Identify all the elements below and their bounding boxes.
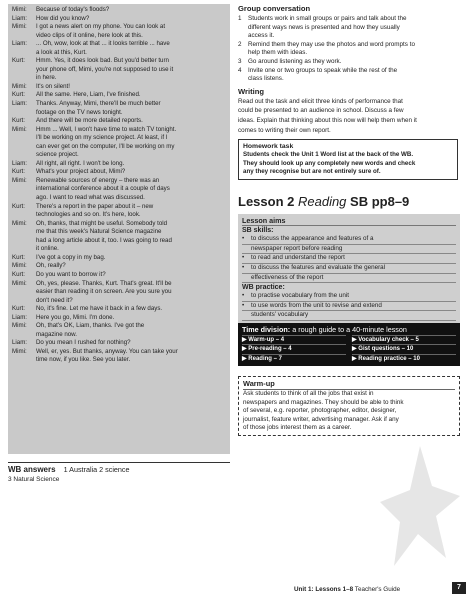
group-conversation-item [238,41,460,50]
transcript-text: international conference about it a couple of days [36,185,170,193]
warm-up-line: of several, e.g. reporter, photographer, editor, designer, [243,407,397,415]
transcript-line [12,339,226,348]
item-text: class listens. [248,75,284,83]
bullet-icon [242,274,251,283]
speaker-label: Kurt: [12,202,25,210]
speaker-label: Liam: [12,339,28,347]
speaker-label: Kurt: [12,168,25,176]
group-conversation-list [238,15,460,84]
sb-skill-item [242,264,456,274]
speaker-label: Mimi: [12,279,27,287]
sb-skill-item [242,274,456,284]
time-division-item: ▶ Reading – 7 [242,354,346,363]
transcript-text: Oh, thanks, that might be useful. Somebody told [36,219,168,227]
transcript-text: Oh, yes, please. Thanks, Kurt. That's great. It'll be [36,279,172,287]
time-division-item: ▶ Warm-up – 4 [242,335,346,344]
item-number: 3 [238,57,242,65]
bullet-icon: • [242,292,245,300]
item-text: Go around listening as they work. [248,57,342,65]
speaker-label [12,245,36,254]
homework-line: Students check the Unit 1 Word list at the back of the WB. [243,151,414,159]
speaker-label [12,151,36,160]
speaker-label [12,297,36,306]
speaker-label: Mimi: [12,125,27,133]
transcript-text: How did you know? [36,14,90,22]
item-text: Students work in small groups or pairs and talk about the [248,15,407,22]
speaker-label [12,356,36,365]
homework-title: Homework task [243,143,294,151]
transcript-line [12,348,226,357]
transcript-text: Oh, really? [36,262,66,270]
transcript-text: a look at this, Kurt. [36,48,87,56]
time-division-item: ▶ Pre-reading – 4 [242,344,346,353]
transcript-line [12,32,226,41]
transcript-text: time now, if you like. See you later. [36,356,131,364]
transcript-text: Do you want to borrow it? [36,270,106,278]
transcript-line [12,6,226,15]
time-division-title: Time division: [242,324,291,334]
transcript-text: had a long article about it, too. I was going to read [36,236,172,244]
group-conversation-item [238,15,460,24]
transcript-line [12,288,226,297]
item-number [238,49,248,58]
time-division-grid [242,335,456,363]
transcript-text: don't need it? [36,296,73,304]
speaker-label: Liam: [12,100,28,108]
group-conversation-item [238,75,460,84]
transcript-text: video clips of it online, here look at this. [36,31,143,39]
transcript-line [12,254,226,263]
sb-skill-item [242,245,456,255]
lesson-title [238,194,460,210]
transcript-text: Here you go, Mimi. I'm done. [36,313,115,321]
bullet-icon: • [242,301,245,309]
transcript-line [12,40,226,49]
transcript-line [12,245,226,254]
transcript-line [12,271,226,280]
transcript-text: in here. [36,74,57,82]
transcript-line [12,151,226,160]
speaker-label: Kurt: [12,253,25,261]
item-text: Invite one or two groups to speak while the rest of the [248,66,398,74]
transcript-text: All right, all right. I won't be long. [36,159,125,167]
speaker-label: Mimi: [12,23,27,31]
item-number: 2 [238,40,242,48]
writing-title: Writing [238,86,265,96]
transcript-text: me that this week's Natural Science magazine [36,228,162,236]
speaker-label: Kurt: [12,270,25,278]
writing-text [238,98,460,135]
time-division-item: ▶ Gist questions – 10 [352,344,456,353]
transcript-line [12,160,226,169]
transcript-line [12,49,226,58]
speaker-label: Mimi: [12,6,27,13]
speaker-label [12,228,36,237]
speaker-label: Liam: [12,159,28,167]
transcript-line [12,228,226,237]
transcript-line [12,100,226,109]
transcript-text: technologies and so on. It's here, look. [36,211,141,219]
lesson-number: Lesson 2 [238,193,295,209]
bullet-icon [242,245,251,254]
transcript-text: ago. I want to read what was discussed. [36,194,145,202]
warm-up-text [243,390,455,433]
transcript-line [12,126,226,135]
wb-practice-item [242,292,456,302]
group-conversation-item [238,24,460,33]
transcript-line [12,297,226,306]
wb-practice-list [242,292,456,321]
transcript-line [12,57,226,66]
page-number: 7 [452,582,466,594]
transcript-line [12,314,226,323]
transcript-text: Well, er, yes. But thanks, anyway. You can take your [36,347,178,355]
transcript-line [12,134,226,143]
transcript-text: Because of today's floods? [36,6,110,13]
transcript-line [12,74,226,83]
transcript-text: I've got a copy in my bag. [36,253,106,261]
transcript-line [12,177,226,186]
speaker-label [12,211,36,220]
transcript-text: Hmm ... Well, I won't have time to watch TV tonight. [36,125,177,133]
transcript-text: It's on silent! [36,82,70,90]
item-number: 4 [238,66,242,74]
bullet-icon: • [242,263,245,271]
speaker-label [12,134,36,143]
speaker-label [12,74,36,83]
transcript-line [12,305,226,314]
transcript-text: can ever get on the computer, I'll be working on my [36,142,175,150]
speaker-label [12,49,36,58]
speaker-label [12,194,36,203]
transcript-text: your phone off, Mimi, you're not supposed to use it [36,65,174,73]
item-number [238,32,248,41]
transcript-text: it online. [36,245,59,253]
warm-up-line: newspapers and magazines. They should be able to think [243,398,404,406]
item-text: Remind them they may use the photos and word prompts to [248,40,415,48]
sb-skill-item [242,254,456,264]
transcript-line [12,331,226,340]
transcript-text: ... Oh, wow, look at that ... it looks terrible ... have [36,40,170,48]
sb-skill-item [242,235,456,245]
transcript-text: I'll be working on my science project. At least, if I [36,134,168,142]
speaker-label: Liam: [12,14,28,22]
transcript-text: All the same. Here, Liam, I've finished. [36,91,141,99]
transcript-text: footage on the TV news tonight. [36,108,123,116]
aim-text: to practise vocabulary from the unit [251,292,349,300]
transcript-line [12,109,226,118]
wb-answers-line1: 1 Australia 2 science [63,465,130,474]
speaker-label [12,143,36,152]
warm-up-box [238,376,460,436]
group-conversation-item [238,49,460,58]
transcript-line [12,237,226,246]
transcript-text: There's a report in the paper about it – new [36,202,154,210]
transcript-line [12,262,226,271]
speaker-label [12,237,36,246]
aim-text: to read and understand the report [251,254,345,262]
time-division-item: ▶ Reading practice – 10 [352,354,456,363]
transcript-text: science project. [36,151,79,159]
speaker-label: Mimi: [12,176,27,184]
aim-text: effectiveness of the report [251,273,324,281]
wb-practice-item [242,302,456,312]
transcript-text: And there will be more detailed reports. [36,117,143,125]
speaker-label: Mimi: [12,262,27,270]
transcript-line [12,203,226,212]
transcript-text: No, it's fine. Let me have it back in a few days. [36,305,163,313]
time-division-item: ▶ Vocabulary check – 5 [352,335,456,344]
speaker-label: Mimi: [12,322,27,330]
transcript-line [12,83,226,92]
transcript-line [12,66,226,75]
speaker-label [12,288,36,297]
warm-up-title: Warm-up [243,379,455,390]
transcript-line [12,168,226,177]
wb-practice-title: WB practice: [242,284,285,292]
transcript-line [12,280,226,289]
transcript-line [12,194,226,203]
transcript-text: Hmm. Yes, it does look bad. But you'd better turn [36,57,169,65]
homework-line: They should look up any completely new words and check [243,159,416,167]
lesson-aims-title: Lesson aims [242,216,456,227]
item-number: 1 [238,15,242,22]
transcript-line [12,91,226,100]
right-column [238,4,460,436]
page-footer [294,586,400,593]
wb-answers-title: WB answers [8,465,56,474]
transcript-line [12,15,226,24]
transcript-text: magazine now. [36,330,77,338]
group-conversation-item [238,32,460,41]
speaker-label [12,66,36,75]
transcript-text: I got a news alert on my phone. You can look at [36,23,166,31]
homework-line: any they recognise but are not entirely sure of. [243,168,381,176]
speaker-label: Kurt: [12,117,25,125]
footer-unit: Unit 1: Lessons 1–8 [294,586,354,593]
group-conversation-item [238,67,460,76]
homework-text [243,151,453,177]
item-number [238,24,248,33]
speaker-label: Mimi: [12,219,27,227]
writing-line: Read out the task and elicit three kinds of performance that [238,97,403,105]
warm-up-line: journalist, feature writer, advertising manager. Ask if any [243,415,399,423]
lesson-aims-box [238,214,460,323]
speaker-label: Liam: [12,40,28,48]
homework-box [238,139,458,180]
transcript-text: easier than reading it on screen. Are you sure you [36,288,172,296]
item-text: help them with ideas. [248,49,308,57]
speaker-label [12,185,36,194]
transcript-box [8,4,230,454]
aim-text: to discuss the appearance and features of a [251,235,374,243]
speaker-label: Liam: [12,313,28,321]
transcript-text: Oh, that's OK, Liam, thanks. I've got the [36,322,145,330]
time-division-box [238,323,460,366]
item-text: access it. [248,32,275,40]
sb-skills-title: SB skills: [242,227,274,235]
bullet-icon: • [242,235,245,243]
lesson-pages: SB pp8–9 [350,193,410,209]
aim-text: newspaper report before reading [251,244,343,252]
item-number [238,75,248,84]
transcript-line [12,322,226,331]
group-conversation-item [238,58,460,67]
warm-up-line: of those jobs interest them as a career. [243,424,352,432]
speaker-label: Kurt: [12,305,25,313]
aim-text: to use words from the unit to revise and extend [251,301,382,309]
aim-text: to discuss the features and evaluate the general [251,263,386,271]
speaker-label [12,109,36,118]
speaker-label: Kurt: [12,57,25,65]
sb-skills-list [242,235,456,283]
wb-answers-box [8,462,230,484]
footer-guide: Teacher's Guide [354,586,401,593]
aim-text: students' vocabulary [251,311,309,319]
transcript-text: Thanks. Anyway, Mimi, there'll be much better [36,100,161,108]
speaker-label: Mimi: [12,82,27,90]
speaker-label [12,331,36,340]
writing-line: could be presented to an audience in school. Discuss a few [238,107,404,115]
time-division-subtitle: a rough guide to a 40-minute lesson [292,324,407,334]
transcript-text: Renewable sources of energy – there was an [36,176,160,184]
group-conversation-title: Group conversation [238,4,311,13]
star-decoration-icon [380,438,462,588]
writing-line: ideas. Explain that thinking about this now will help them when it [238,116,417,124]
lesson-skill: Reading [297,193,347,209]
bullet-icon: • [242,254,245,262]
warm-up-line: Ask students to think of all the jobs that exist in [243,390,374,398]
transcript-line [12,211,226,220]
transcript-line [12,23,226,32]
transcript-line [12,185,226,194]
speaker-label [12,32,36,41]
transcript-line [12,117,226,126]
transcript-text: Do you mean I rushed for nothing? [36,339,131,347]
item-text: different ways news is presented and how they usually [248,23,400,31]
transcript-line [12,356,226,365]
wb-practice-item [242,311,456,321]
transcript-text: What's your project about, Mimi? [36,168,126,176]
transcript-line [12,143,226,152]
bullet-icon [242,311,251,320]
transcript-line [12,220,226,229]
speaker-label: Kurt: [12,91,25,99]
speaker-label: Mimi: [12,347,27,355]
wb-answers-line2: 3 Natural Science [8,476,60,483]
writing-line: comes to writing their own report. [238,126,331,134]
